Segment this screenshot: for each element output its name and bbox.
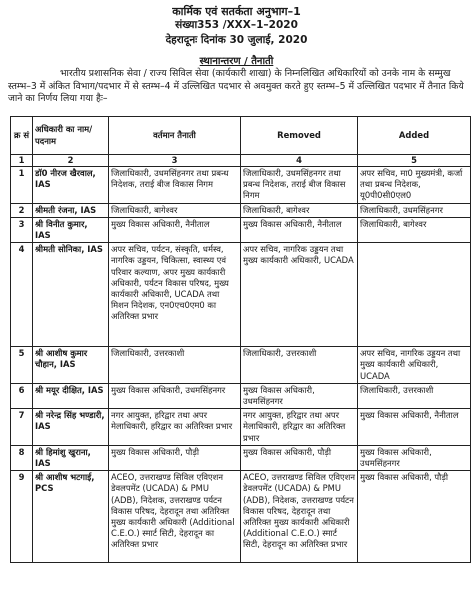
removed-posting-cell: जिलाधिकारी, बागेश्वर xyxy=(241,203,358,217)
officer-name-cell: डॉ0 नीरज खैरवाल, IAS xyxy=(33,167,109,204)
current-posting-cell: जिलाधिकारी, उत्तरकाशी xyxy=(109,347,241,384)
current-posting-cell: जिलाधिकारी, उधमसिंहनगर तथा प्रबन्ध निदेशक, तराई बीज विकास निगम xyxy=(109,167,241,204)
table-row xyxy=(11,409,471,446)
added-posting-cell: अपर सचिव, मा0 मुख्यमंत्री, कर्जा तथा प्रबन्ध निदेशक, यू0पी0सी0एल0 xyxy=(358,167,471,204)
removed-posting-cell: मुख्य विकास अधिकारी, उधमसिंहनगर xyxy=(241,383,358,408)
table-row xyxy=(11,167,471,204)
removed-posting-cell: अपर सचिव, नागरिक उड्डयन तथा मुख्य कार्यकारी अधिकारी, UCADA xyxy=(241,243,358,347)
subject-heading: स्थानान्तरण / तैनाती xyxy=(199,56,274,67)
officer-name-cell: श्रीमती सोनिका, IAS xyxy=(33,243,109,347)
column-number: 3 xyxy=(109,155,241,167)
added-posting-cell: मुख्य विकास अधिकारी, नैनीताल xyxy=(358,409,471,446)
header-officer-name: अधिकारी का नाम/पदनाम xyxy=(33,117,109,155)
officer-name-cell: श्री आशीष भटगाई, PCS xyxy=(33,471,109,563)
table-row xyxy=(11,203,471,217)
column-number: 4 xyxy=(241,155,358,167)
row-serial-number: 5 xyxy=(11,347,33,384)
column-number: 1 xyxy=(11,155,33,167)
header-added: Added xyxy=(358,117,471,155)
order-date: देहरादूनः दिनांक 30 जुलाई, 2020 xyxy=(165,34,308,46)
column-number: 2 xyxy=(33,155,109,167)
row-serial-number: 1 xyxy=(11,167,33,204)
removed-posting-cell: जिलाधिकारी, उधमसिंहनगर तथा प्रबन्ध निदेशक, तराई बीज विकास निगम xyxy=(241,167,358,204)
row-serial-number: 4 xyxy=(11,243,33,347)
officer-name-cell: श्री हिमांशु खुराना, IAS xyxy=(33,445,109,470)
officer-name-cell: श्री नरेन्द्र सिंह भण्डारी, IAS xyxy=(33,409,109,446)
added-posting-cell xyxy=(358,243,471,347)
removed-posting-cell: ACEO, उत्तराखण्ड सिविल एविएशन डेवलपमेंट (UCADA) & PMU (ADB), निदेशक, उत्तराखण्ड पर्यटन विकास परिषद, देहरादून तथा अतिरिक्त मुख्य कार्यकारी अधिकारी (Additional C.E.O.) स्मार्ट सिटी, देहरादून का अतिरिक्त प्रभार xyxy=(241,471,358,563)
officer-name-cell: श्री मयूर दीक्षित, IAS xyxy=(33,383,109,408)
order-number: संख्या353 /XXX–1–2020 xyxy=(175,19,298,31)
table-row xyxy=(11,217,471,242)
added-posting-cell: जिलाधिकारी, उधमसिंहनगर xyxy=(358,203,471,217)
added-posting-cell: मुख्य विकास अधिकारी, उधमसिंहनगर xyxy=(358,445,471,470)
row-serial-number: 3 xyxy=(11,217,33,242)
current-posting-cell: मुख्य विकास अधिकारी, उधमसिंहनगर xyxy=(109,383,241,408)
current-posting-cell: जिलाधिकारी, बागेश्वर xyxy=(109,203,241,217)
column-number-row xyxy=(11,155,471,167)
row-serial-number: 9 xyxy=(11,471,33,563)
row-serial-number: 2 xyxy=(11,203,33,217)
row-serial-number: 8 xyxy=(11,445,33,470)
transfer-table xyxy=(10,116,471,563)
officer-name-cell: श्री आशीष कुमार चौहान, IAS xyxy=(33,347,109,384)
row-serial-number: 6 xyxy=(11,383,33,408)
current-posting-cell: ACEO, उत्तराखण्ड सिविल एविएशन डेवलपमेंट (UCADA) & PMU (ADB), निदेशक, उत्तराखण्ड पर्यटन विकास परिषद, देहरादून तथा अतिरिक्त मुख्य कार्यकारी अधिकारी (Additional C.E.O.) स्मार्ट सिटी, देहरादून का अतिरिक्त प्रभार xyxy=(109,471,241,563)
removed-posting-cell: मुख्य विकास अधिकारी, पौड़ी xyxy=(241,445,358,470)
table-row xyxy=(11,347,471,384)
table-header-row xyxy=(11,117,471,155)
header-removed: Removed xyxy=(241,117,358,155)
table-row xyxy=(11,383,471,408)
current-posting-cell: अपर सचिव, पर्यटन, संस्कृति, धर्मस्व, नागरिक उड्डयन, चिकित्सा, स्वास्थ्य एवं परिवार कल्याण, अपर मुख्य कार्यकारी अधिकारी, पर्यटन विकास परिषद, मुख्य कार्यकारी अधिकारी, UCADA तथा मिशन निदेशक, एन0एच0एम0 का अतिरिक्त प्रभार xyxy=(109,243,241,347)
current-posting-cell: मुख्य विकास अधिकारी, नैनीताल xyxy=(109,217,241,242)
added-posting-cell: जिलाधिकारी, बागेश्वर xyxy=(358,217,471,242)
added-posting-cell: जिलाधिकारी, उत्तरकाशी xyxy=(358,383,471,408)
department-heading: कार्मिक एवं सतर्कता अनुभाग–1 xyxy=(172,5,301,18)
header-sno: क्र सं xyxy=(11,117,33,155)
added-posting-cell: अपर सचिव, नागरिक उड्डयन तथा मुख्य कार्यकारी अधिकारी, UCADA xyxy=(358,347,471,384)
row-serial-number: 7 xyxy=(11,409,33,446)
removed-posting-cell: मुख्य विकास अधिकारी, नैनीताल xyxy=(241,217,358,242)
current-posting-cell: नगर आयुक्त, हरिद्वार तथा अपर मेलाधिकारी, हरिद्वार का अतिरिक्त प्रभार xyxy=(109,409,241,446)
table-row xyxy=(11,243,471,347)
removed-posting-cell: नगर आयुक्त, हरिद्वार तथा अपर मेलाधिकारी, हरिद्वार का अतिरिक्त प्रभार xyxy=(241,409,358,446)
officer-name-cell: श्री विनीत कुमार, IAS xyxy=(33,217,109,242)
header-current-posting: वर्तमान तैनाती xyxy=(109,117,241,155)
current-posting-cell: मुख्य विकास अधिकारी, पौड़ी xyxy=(109,445,241,470)
intro-paragraph: भारतीय प्रशासनिक सेवा / राज्य सिविल सेवा (कार्यकारी शाखा) के निम्नलिखित अधिकारियों को उनके नाम के सम्मुख स्तम्भ–3 में अंकित विभाग/पदभार में से स्तम्भ–4 में उल्लिखित पदभार से अवमुक्त करते हुए स्तम्भ–5 में उल्लिखित पदभार में तैनात किये जाने का निर्णय लिया गया हैः– xyxy=(8,68,464,105)
added-posting-cell: मुख्य विकास अधिकारी, पौड़ी xyxy=(358,471,471,563)
removed-posting-cell: जिलाधिकारी, उत्तरकाशी xyxy=(241,347,358,384)
table-row xyxy=(11,471,471,563)
table-row xyxy=(11,445,471,470)
officer-name-cell: श्रीमती रंजना, IAS xyxy=(33,203,109,217)
column-number: 5 xyxy=(358,155,471,167)
